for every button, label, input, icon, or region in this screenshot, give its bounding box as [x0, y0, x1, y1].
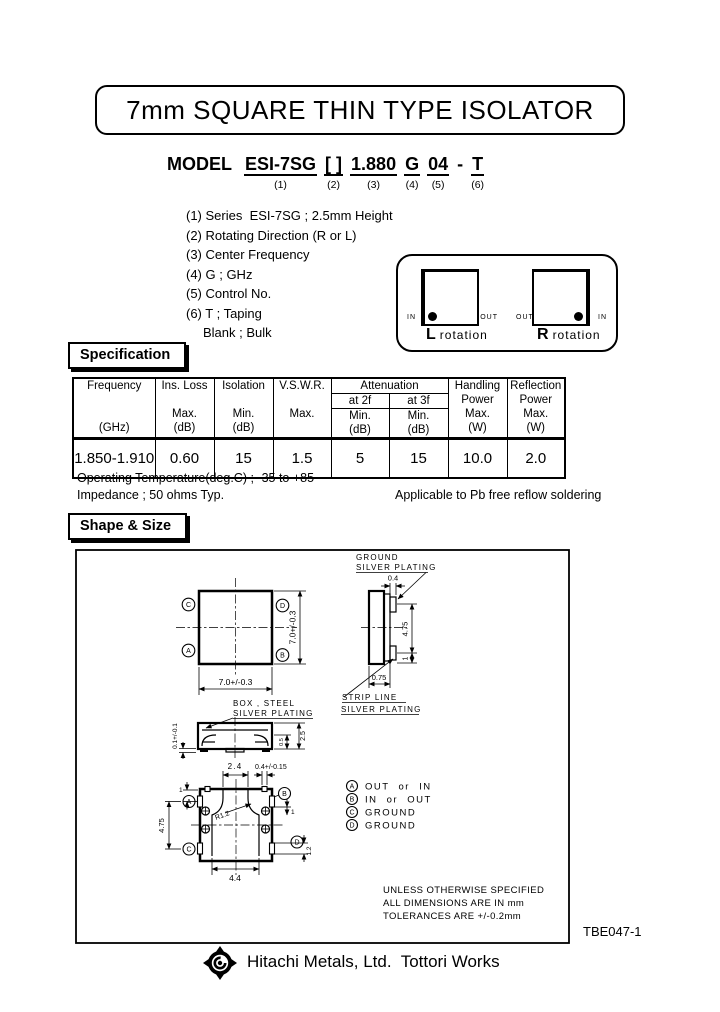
bottom-offset-dim: 1: [179, 787, 183, 794]
code-legend-item: (5) Control No.: [186, 286, 272, 301]
code-legend-item: Blank ; Bulk: [203, 325, 272, 340]
code-legend-item: (1) Series ESI-7SG ; 2.5mm Height: [186, 208, 393, 223]
legend-pin-d: D: [349, 822, 355, 830]
th-handling-power: Handling Power Max. (W): [448, 378, 507, 439]
note-operating-temperature: Operating Temperature(deg.C) ; -35 to +85: [77, 471, 315, 485]
model-part-control: 04 (5): [428, 154, 449, 192]
legend-pin-a-label: OUT or IN: [365, 781, 432, 793]
page-title: 7mm SQUARE THIN TYPE ISOLATOR: [126, 94, 594, 125]
th-at-2f: at 2f: [331, 394, 389, 409]
code-legend-list: [186, 206, 393, 343]
l-rotation-square: [407, 269, 498, 326]
th-frequency: Frequency (GHz): [73, 378, 155, 439]
th-ins-loss: Ins. Loss Max. (dB): [155, 378, 214, 439]
section-standoff-dim: 0.1+/-0.1: [172, 723, 179, 749]
r-rotation-dot-icon: [574, 312, 583, 321]
legend-pin-a: A: [349, 783, 355, 791]
legend-pin-b-label: IN or OUT: [365, 794, 432, 806]
model-part-taping: T (6): [471, 154, 485, 192]
strip-line-label: STRIP LINE: [342, 693, 398, 702]
note-unless: UNLESS OTHERWISE SPECIFIED: [383, 885, 545, 896]
model-part-series: ESI-7SG (1): [245, 154, 317, 192]
model-part-frequency: 1.880 (3): [351, 154, 397, 192]
drawing-notes: [383, 885, 544, 922]
bottom-view: [157, 762, 313, 883]
box-silver-plating-label: SILVER PLATING: [233, 709, 314, 718]
note-tolerances: TOLERANCES ARE +/-0.2mm: [383, 911, 522, 922]
shape-size-drawing: [75, 549, 570, 945]
ground-silver-plating-label: SILVER PLATING: [356, 563, 437, 572]
value-at2f: 5: [331, 439, 389, 479]
rotation-diagram-box: [396, 254, 618, 352]
bottom-left-dim: 4.75: [157, 818, 166, 833]
note-pb-free: Applicable to Pb free reflow soldering: [395, 488, 602, 502]
legend-pin-b: B: [349, 796, 355, 804]
th-at-3f: at 3f: [389, 394, 448, 409]
side-view-top-dim: 0.4: [387, 573, 399, 583]
model-label: MODEL: [167, 154, 232, 174]
th-reflection-power: Reflection Power Max. (W): [507, 378, 565, 439]
l-rotation-caption: L rotation: [426, 326, 488, 343]
r-rotation-in-label: IN: [598, 314, 607, 321]
top-view: [176, 578, 306, 695]
note-impedance: Impedance ; 50 ohms Typ.: [77, 488, 225, 502]
footer-company: Hitachi Metals, Ltd. Tottori Works: [247, 952, 500, 971]
document-number: TBE047-1: [583, 924, 642, 939]
bottom-view-pin-b: B: [282, 791, 287, 798]
pin-legend: [347, 781, 432, 832]
value-frequency: 1.850-1.910: [73, 439, 155, 479]
bottom-pad-dim: 0.4+/-0.15: [255, 764, 287, 771]
side-view-body-dim: 4.75: [400, 621, 410, 637]
code-legend-item: (6) T ; Taping: [186, 305, 262, 321]
value-at3f: 15: [389, 439, 448, 479]
bottom-top-dim: 2.4: [227, 762, 243, 771]
specification-heading: Specification: [68, 342, 186, 369]
title-box: [95, 85, 625, 135]
th-at-2f-unit: (dB): [331, 423, 389, 439]
note-dimensions: ALL DIMENSIONS ARE IN mm: [383, 898, 525, 909]
code-legend-item: (3) Center Frequency: [186, 247, 310, 262]
shape-size-heading: Shape & Size: [68, 513, 187, 540]
model-part-direction: [ ] (2): [325, 154, 343, 192]
code-legend-item: (4) G ; GHz: [186, 266, 253, 282]
model-code-row: [167, 154, 484, 191]
model-part-ghz: G (4): [405, 154, 420, 192]
value-handling: 10.0: [448, 439, 507, 479]
specification-table: [72, 377, 566, 479]
top-view-pin-c: C: [185, 602, 192, 609]
model-part-hyphen: -: [457, 154, 464, 174]
l-rotation-out-label: OUT: [480, 314, 498, 321]
section-lip-dim: 0.5: [279, 738, 285, 746]
th-vswr: V.S.W.R. Max.: [273, 378, 331, 439]
bottom-view-pin-a: A: [186, 799, 192, 806]
top-view-width-dim: 7.0+/-0.3: [218, 677, 253, 687]
r-rotation-caption: R rotation: [537, 326, 601, 343]
hitachi-metals-logo-icon: [203, 946, 237, 980]
top-view-pin-d: D: [279, 603, 286, 610]
legend-pin-d-label: GROUND: [365, 820, 417, 832]
ground-label: GROUND: [356, 553, 399, 562]
l-rotation-dot-icon: [428, 312, 437, 321]
value-ins-loss: 0.60: [155, 439, 214, 479]
bottom-view-pin-d: D: [294, 839, 300, 847]
bottom-bottom-dim: 4.4: [229, 873, 241, 883]
side-view-bottom-dim: 0.75: [371, 673, 387, 682]
th-isolation: Isolation Min. (dB): [214, 378, 273, 439]
bottom-pad-d-dim: 1.2: [306, 846, 313, 856]
th-attenuation: Attenuation: [331, 378, 448, 394]
code-legend-item: (2) Rotating Direction (R or L): [186, 227, 357, 243]
side-view-foot-dim: 1: [402, 656, 410, 661]
th-at-3f-unit: (dB): [389, 423, 448, 439]
legend-pin-c: C: [349, 809, 355, 817]
th-at-2f-min: Min.: [331, 409, 389, 424]
box-steel-label: BOX , STEEL: [233, 699, 296, 708]
bottom-radius-dim: R1.2: [214, 810, 231, 822]
strip-silver-plating-label: SILVER PLATING: [341, 705, 422, 714]
side-view: [341, 553, 437, 715]
section-view: [172, 699, 314, 759]
l-rotation-in-label: IN: [407, 314, 416, 321]
bottom-view-pin-c: C: [186, 846, 192, 854]
top-view-height-dim: 7.0+/-0.3: [287, 610, 298, 645]
top-view-pin-b: B: [280, 652, 285, 660]
r-rotation-square: [516, 269, 607, 326]
bottom-pad-b-dim: 1: [291, 809, 295, 816]
section-height-dim: 2.5: [300, 731, 307, 741]
th-at-3f-min: Min.: [389, 409, 448, 424]
top-view-pin-a: A: [186, 648, 191, 655]
value-reflection: 2.0: [507, 439, 565, 479]
value-isolation: 15: [214, 439, 273, 479]
legend-pin-c-label: GROUND: [365, 807, 417, 819]
r-rotation-out-label: OUT: [516, 314, 534, 321]
value-vswr: 1.5: [273, 439, 331, 479]
